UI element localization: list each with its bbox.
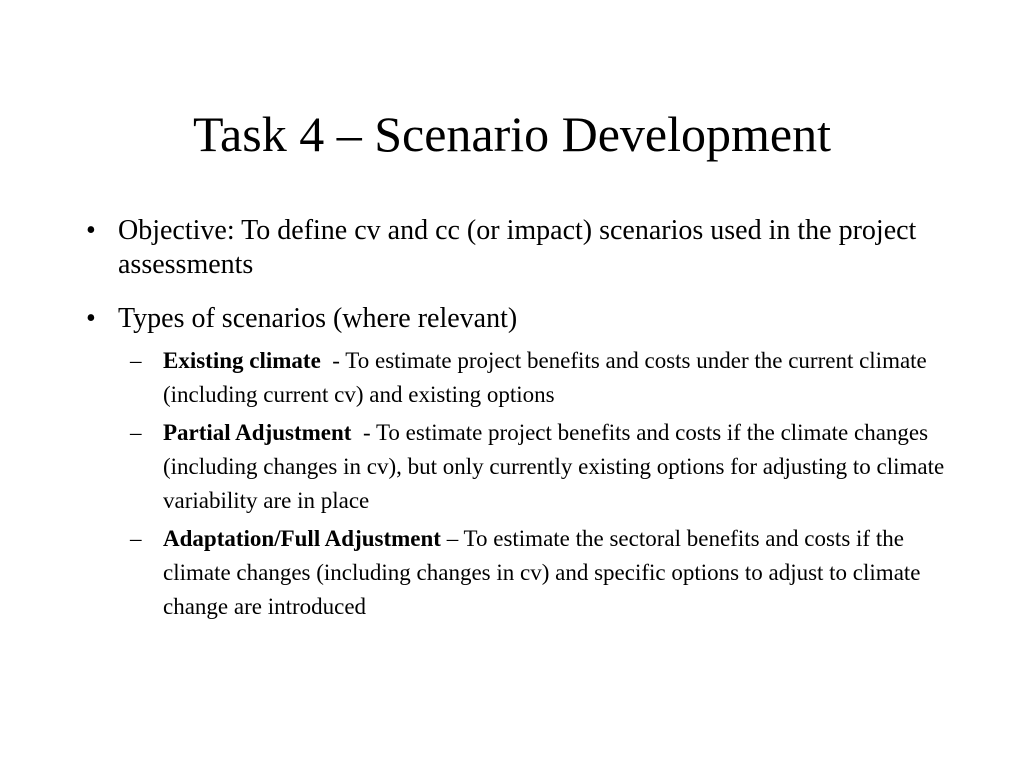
sub-bullet-existing-climate [80, 344, 960, 412]
bullet-marker: • [86, 303, 96, 334]
sub-bullet-list [80, 344, 960, 624]
slide-body [80, 214, 960, 628]
bullet-objective [80, 214, 960, 282]
scenario-term: Partial Adjustment [163, 420, 352, 445]
scenario-description: - To estimate project benefits and costs if the climate changes (including changes in cv), but only currently existing options for adjusting to climate variability are in place [163, 420, 950, 513]
scenario-description: - To estimate project benefits and costs under the current climate (including current cv) and existing options [163, 348, 933, 407]
dash-marker: – [130, 348, 142, 373]
bullet-text: Objective: To define cv and cc (or impact) scenarios used in the project assessments [118, 215, 917, 280]
dash-marker: – [130, 526, 142, 551]
bullet-types-of-scenarios [80, 302, 960, 336]
bullet-text: Types of scenarios (where relevant) [118, 303, 518, 334]
sub-bullet-partial-adjustment [80, 416, 960, 518]
slide-title: Task 4 – Scenario Development [193, 106, 831, 162]
scenario-term: Adaptation/Full Adjustment [163, 526, 441, 551]
scenario-description: – To estimate the sectoral benefits and costs if the climate changes (including changes in cv) and specific options to adjust to climate change are introduced [163, 526, 927, 619]
bullet-marker: • [86, 215, 96, 246]
sub-bullet-full-adjustment [80, 522, 960, 624]
scenario-term: Existing climate [163, 348, 321, 373]
dash-marker: – [130, 420, 142, 445]
